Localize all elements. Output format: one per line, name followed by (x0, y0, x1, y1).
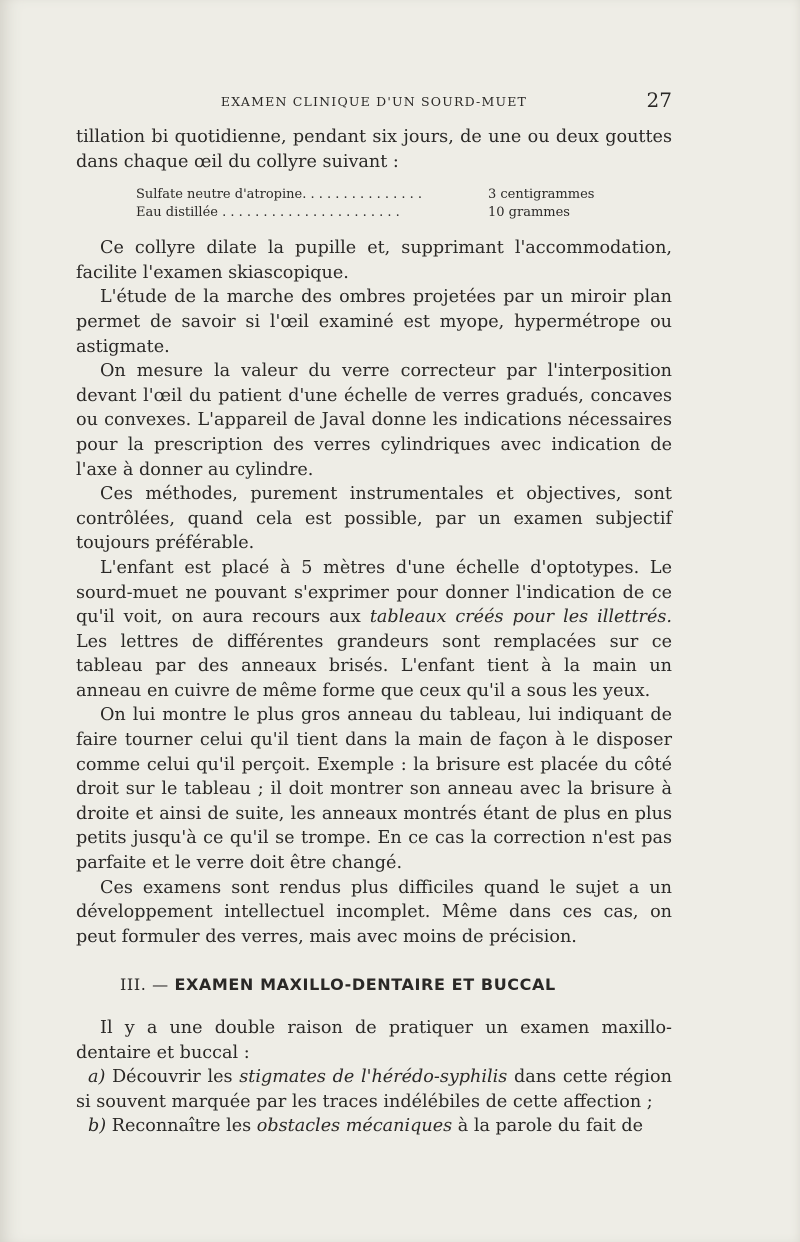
paragraph-anneau: On lui montre le plus gros anneau du tableau, lui indiquant de faire tourner celui qu'il tient dans la main de façon à le disposer comme celui qu'il perçoit. Exemple : la brisure est placée du côté droit sur le tableau ; il doit montrer son anneau avec la brisure à droite et ainsi de suite, les anneaux montrés étant de plus en plus petits jusqu'à ce qu'il se trompe. En ce cas la correction n'est pas parfaite et le verre doit être changé. (76, 705, 672, 874)
list-text: à la parole du fait de (452, 1116, 644, 1137)
running-title: EXAMEN CLINIQUE D'UN SOURD-MUET (220, 94, 528, 109)
formula-row (136, 204, 616, 222)
list-marker: b) (88, 1116, 107, 1137)
section-dash: — (146, 975, 175, 995)
paragraph-collyre: Ce collyre dilate la pupille et, supprimant l'accommodation, facilite l'examen skiascopique. (76, 238, 672, 283)
formula-ingredient: Sulfate neutre d'atropine. . . . . . . . . . . . . . . (136, 187, 423, 203)
formula-quantity: 10 grammes (488, 205, 570, 221)
list-text: Découvrir les (105, 1067, 240, 1088)
paragraph-optotypes (76, 556, 672, 704)
emphasis-text: tableaux créés pour les illettrés. (369, 607, 672, 628)
list-item (76, 1065, 672, 1114)
paragraph-developpement: Ces examens sont rendus plus difficiles quand le sujet a un développement intellectuel incomplet. Même dans ces cas, on peut formuler des verres, mais avec moins de précision. (76, 877, 672, 947)
paragraph-verre-correcteur: On mesure la valeur du verre correcteur par l'interposition devant l'œil du patient d'une échelle de verres gradués, concaves ou convexes. L'appareil de Javal donne les indications nécessaires pour la prescription des verres cylindriques avec indication de l'axe à donner au cylindre. (76, 361, 672, 480)
paragraph-double-raison: Il y a une double raison de pratiquer un examen maxillo-dentaire et buccal : (76, 1018, 672, 1063)
paragraph-continuation: tillation bi quotidienne, pendant six jours, de une ou deux gouttes dans chaque œil du collyre suivant : (76, 127, 672, 172)
running-head (76, 88, 672, 116)
list-item (76, 1114, 672, 1139)
emphasis-text: obstacles mécaniques (256, 1116, 453, 1137)
body-text (76, 125, 672, 1139)
formula-quantity: 3 centigrammes (488, 187, 595, 203)
paragraph-skiascopie: L'étude de la marche des ombres projetées par un miroir plan permet de savoir si l'œil examiné est myope, hypermétrope ou astigmate. (76, 287, 672, 357)
section-title: EXAMEN MAXILLO-DENTAIRE ET BUCCAL (174, 975, 556, 995)
emphasis-text: stigmates de l'hérédo-syphilis (239, 1067, 508, 1088)
paragraph-methodes: Ces méthodes, purement instrumentales et objectives, sont contrôlées, quand cela est possible, par un examen subjectif toujours préférable. (76, 484, 672, 554)
formula-ingredient: Eau distillée . . . . . . . . . . . . . . . . . . . . . . (136, 205, 400, 221)
paragraph-text: L'enfant est placé à 5 mètres d'une échelle d'optotypes. Le sourd-muet ne pouvant s'exprimer pour donner l'indication de ce qu'il voit, on aura recours aux (76, 557, 672, 628)
list-text: dans cette région si souvent marquée par les traces indélébiles de cette affection ; (76, 1067, 672, 1112)
section-number: III. (120, 975, 147, 995)
list-marker: a) (88, 1067, 106, 1088)
formula-row (136, 186, 616, 204)
list-text: Reconnaître les (106, 1116, 257, 1137)
paragraph-text: Les lettres de différentes grandeurs sont remplacées sur ce tableau par des anneaux brisés. L'enfant tient à la main un anneau en cuivre de même forme que ceux qu'il a sous les yeux. (76, 631, 672, 701)
section-heading (120, 973, 672, 998)
page-number: 27 (646, 88, 672, 112)
prescription-formula (136, 186, 672, 222)
